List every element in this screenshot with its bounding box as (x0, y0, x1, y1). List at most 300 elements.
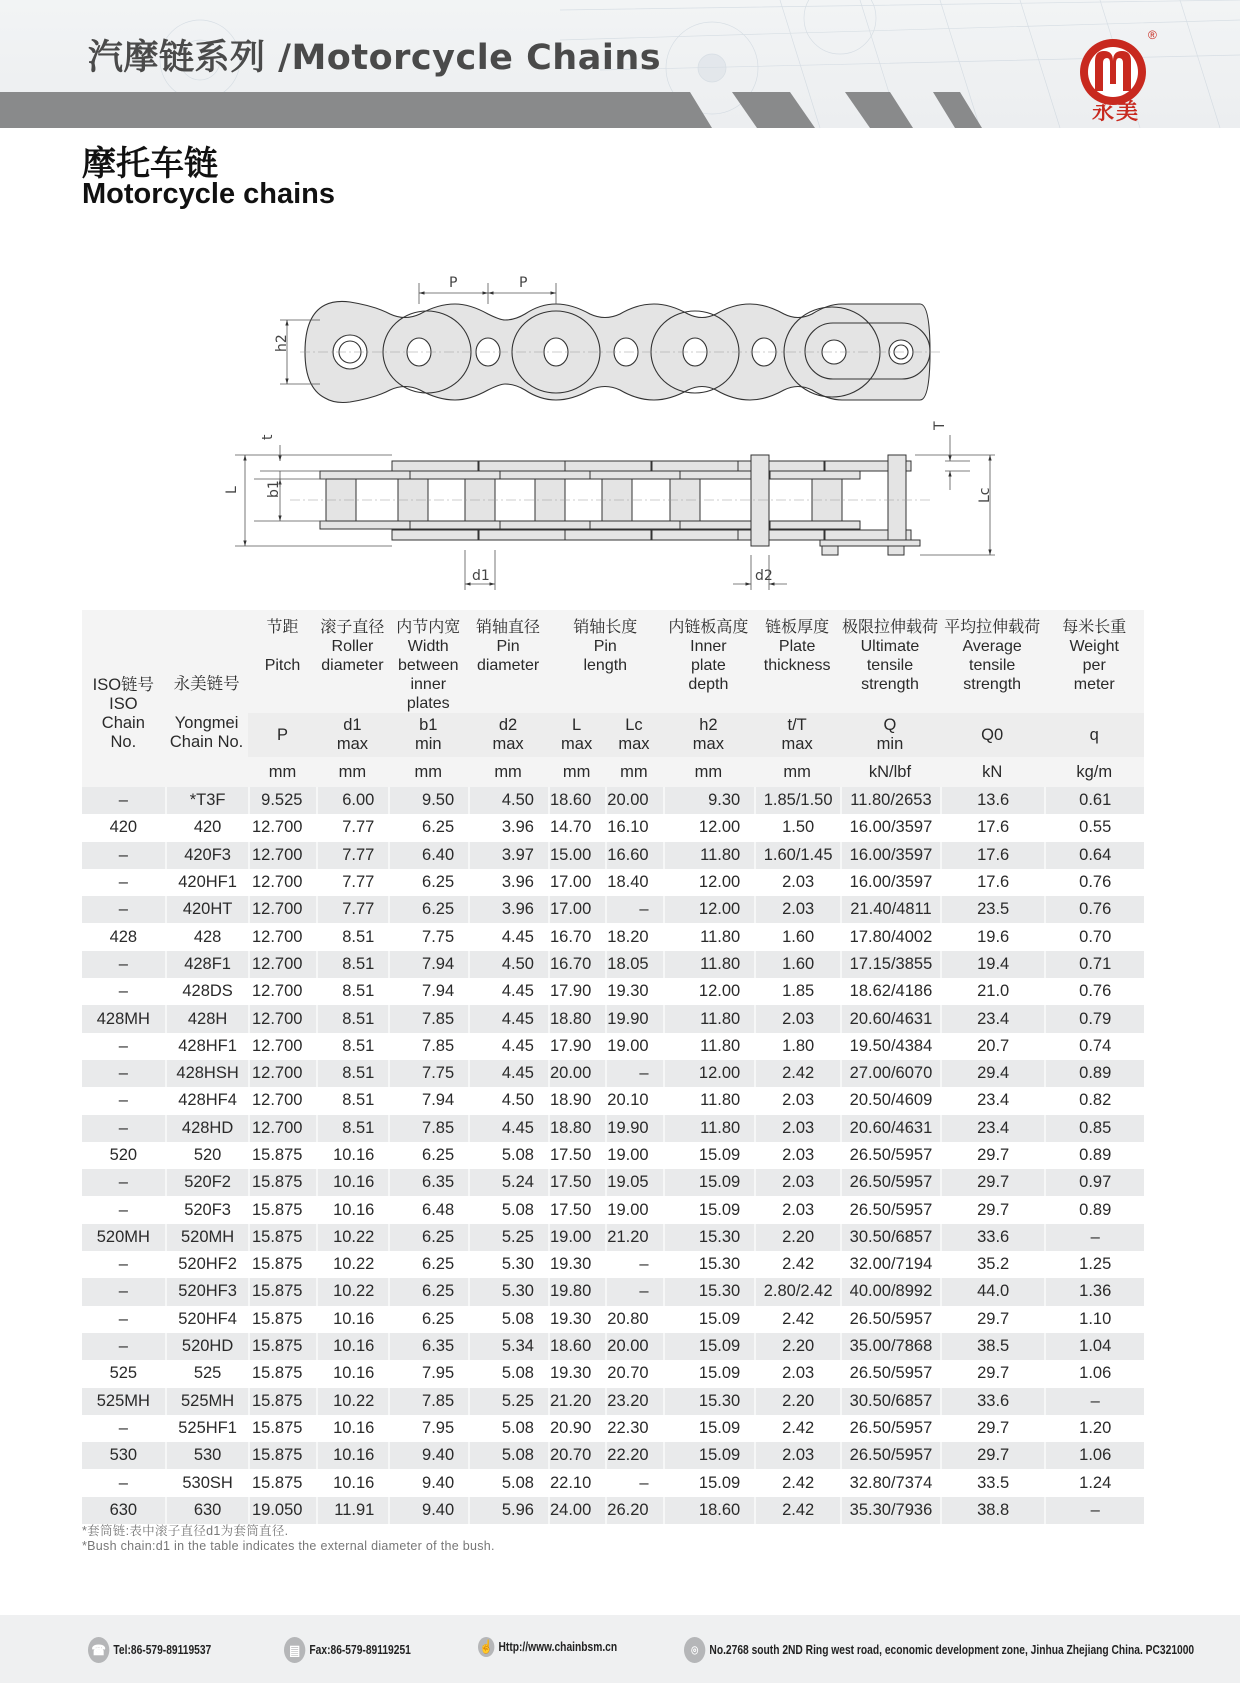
table-cell: 17.6 (940, 842, 1045, 869)
table-cell: 5.30 (468, 1251, 548, 1278)
table-cell: 10.16 (316, 1196, 388, 1223)
table-cell: 420F3 (165, 842, 249, 869)
table-cell: 5.08 (468, 1360, 548, 1387)
table-cell: 19.30 (548, 1360, 605, 1387)
table-cell: 17.90 (548, 978, 605, 1005)
table-cell: 15.09 (663, 1442, 755, 1469)
table-cell: 15.30 (663, 1251, 755, 1278)
table-cell: 17.50 (548, 1142, 605, 1169)
header-average-strength: 平均拉伸载荷 Average tensile strength (944, 619, 1041, 693)
table-cell: 15.875 (248, 1415, 316, 1442)
table-cell: – (1044, 1497, 1144, 1524)
footnote-cn: *套筒链:表中滚子直径d1为套筒直径. (82, 1524, 289, 1538)
table-cell: 1.04 (1044, 1333, 1144, 1360)
table-cell: – (82, 1415, 165, 1442)
table-cell: 6.25 (388, 1142, 468, 1169)
banner-stripe (0, 92, 1240, 128)
table-cell: 1.06 (1044, 1360, 1144, 1387)
table-cell: 12.700 (248, 1060, 316, 1087)
table-cell: 22.30 (605, 1415, 662, 1442)
table-cell: 6.35 (388, 1333, 468, 1360)
table-cell: – (82, 1033, 165, 1060)
table-cell: 7.85 (388, 1388, 468, 1415)
table-cell: – (1044, 1388, 1144, 1415)
table-cell: 26.50/5957 (840, 1360, 940, 1387)
table-cell: 18.20 (605, 923, 662, 950)
unit-Lc: mm (620, 762, 648, 781)
table-cell: 0.70 (1044, 923, 1144, 950)
table-row (82, 1251, 1144, 1278)
label-d2: d2 (755, 568, 773, 584)
table-cell: 11.80 (663, 1115, 755, 1142)
spec-table (82, 610, 1144, 1524)
label-h2: h2 (274, 334, 290, 352)
table-cell: 520HD (165, 1333, 249, 1360)
table-cell: 2.42 (754, 1469, 840, 1496)
table-row (82, 787, 1144, 814)
table-cell: – (82, 1087, 165, 1114)
table-cell: 0.89 (1044, 1196, 1144, 1223)
table-cell: 20.60/4631 (840, 1115, 940, 1142)
table-cell: – (82, 869, 165, 896)
table-cell: 428HF4 (165, 1087, 249, 1114)
table-cell: 10.22 (316, 1388, 388, 1415)
table-cell: 20.60/4631 (840, 1005, 940, 1032)
footer-fax-text: Fax:86-579-89119251 (309, 1643, 411, 1657)
table-cell: 7.77 (316, 842, 388, 869)
table-cell: 4.50 (468, 951, 548, 978)
table-cell: 15.875 (248, 1333, 316, 1360)
table-cell: 0.89 (1044, 1142, 1144, 1169)
table-cell: 2.20 (754, 1388, 840, 1415)
footer-web[interactable] (478, 1637, 617, 1657)
table-cell: 19.4 (940, 951, 1045, 978)
table-cell: 4.45 (468, 923, 548, 950)
unit-d1: mm (338, 762, 367, 781)
table-cell: 4.45 (468, 1060, 548, 1087)
table-row (82, 1333, 1144, 1360)
table-cell: 2.42 (754, 1060, 840, 1087)
table-cell: 420HT (165, 896, 249, 923)
table-cell: 520HF2 (165, 1251, 249, 1278)
table-cell: 9.40 (388, 1497, 468, 1524)
table-cell: 5.96 (468, 1497, 548, 1524)
table-cell: 0.61 (1044, 787, 1144, 814)
table-cell: – (605, 896, 662, 923)
table-cell: 15.875 (248, 1388, 316, 1415)
table-cell: 428 (82, 923, 165, 950)
table-row (82, 1087, 1144, 1114)
table-cell: 15.875 (248, 1442, 316, 1469)
table-cell: 18.05 (605, 951, 662, 978)
table-row (82, 1278, 1144, 1305)
table-cell: 7.85 (388, 1115, 468, 1142)
table-cell: 15.09 (663, 1415, 755, 1442)
table-cell: 2.42 (754, 1497, 840, 1524)
table-cell: 15.09 (663, 1169, 755, 1196)
table-cell: – (82, 1169, 165, 1196)
table-cell: 19.50/4384 (840, 1033, 940, 1060)
table-row (82, 1060, 1144, 1087)
table-cell: 17.00 (548, 869, 605, 896)
table-row (82, 1224, 1144, 1251)
table-cell: 525MH (82, 1388, 165, 1415)
table-cell: 12.00 (663, 869, 755, 896)
table-cell: 520F3 (165, 1196, 249, 1223)
unit-L: mm (562, 762, 591, 781)
table-cell: 7.94 (388, 978, 468, 1005)
table-cell: 6.25 (388, 896, 468, 923)
table-cell: 10.22 (316, 1224, 388, 1251)
unit-Q: kN/lbf (868, 762, 912, 781)
table-cell: – (605, 1469, 662, 1496)
table-cell: 13.6 (940, 787, 1045, 814)
table-cell: 10.16 (316, 1169, 388, 1196)
table-cell: 5.34 (468, 1333, 548, 1360)
table-cell: 19.30 (548, 1306, 605, 1333)
table-cell: 630 (165, 1497, 249, 1524)
footer-fax (284, 1637, 411, 1663)
registered-mark: ® (1148, 28, 1157, 42)
table-cell: 12.700 (248, 1033, 316, 1060)
table-cell: 10.16 (316, 1469, 388, 1496)
table-cell: 30.50/6857 (840, 1224, 940, 1251)
unit-d2: mm (494, 762, 522, 781)
table-cell: 23.5 (940, 896, 1045, 923)
table-cell: 6.25 (388, 869, 468, 896)
table-cell: 9.50 (388, 787, 468, 814)
table-cell: 12.700 (248, 814, 316, 841)
table-cell: – (605, 1060, 662, 1087)
table-cell: 15.875 (248, 1469, 316, 1496)
table-cell: 22.20 (605, 1442, 662, 1469)
table-cell: 428H (165, 1005, 249, 1032)
table-cell: 18.62/4186 (840, 978, 940, 1005)
table-cell: 2.03 (754, 1360, 840, 1387)
table-cell: 23.4 (940, 1087, 1045, 1114)
table-cell: 18.80 (548, 1115, 605, 1142)
table-cell: 19.30 (548, 1251, 605, 1278)
table-cell: – (82, 1251, 165, 1278)
table-cell: 1.50 (754, 814, 840, 841)
table-cell: 8.51 (316, 951, 388, 978)
table-cell: 15.30 (663, 1224, 755, 1251)
table-cell: 11.91 (316, 1497, 388, 1524)
table-cell: 3.96 (468, 869, 548, 896)
header-width: 内节内宽 Width between inner plates (396, 619, 461, 712)
table-cell: – (82, 1333, 165, 1360)
footer-address-text: No.2768 south 2ND Ring west road, economic development zone, Jinhua Zhejiang China. PC321000 (709, 1643, 1195, 1657)
label-b1: b1 (266, 480, 282, 498)
table-cell: 20.70 (605, 1360, 662, 1387)
table-cell: 1.60 (754, 951, 840, 978)
label-pitch-2: P (519, 275, 528, 291)
label-T: T (932, 421, 948, 430)
table-cell: 3.97 (468, 842, 548, 869)
unit-b1: mm (414, 762, 442, 781)
table-row (82, 1360, 1144, 1387)
table-cell: 30.50/6857 (840, 1388, 940, 1415)
table-cell: 9.30 (663, 787, 755, 814)
table-cell: 1.25 (1044, 1251, 1144, 1278)
table-cell: 15.875 (248, 1142, 316, 1169)
table-cell: 8.51 (316, 1087, 388, 1114)
table-cell: 19.90 (605, 1005, 662, 1032)
table-cell: 428 (165, 923, 249, 950)
table-cell: 12.00 (663, 1060, 755, 1087)
sym-tT: t/T max (754, 713, 840, 757)
table-cell: 15.875 (248, 1306, 316, 1333)
table-cell: 7.94 (388, 951, 468, 978)
table-cell: 2.42 (754, 1415, 840, 1442)
table-cell: 15.875 (248, 1196, 316, 1223)
spec-table-body (82, 787, 1144, 1524)
table-cell: 3.96 (468, 896, 548, 923)
table-cell: 35.30/7936 (840, 1497, 940, 1524)
table-cell: 26.50/5957 (840, 1415, 940, 1442)
table-cell: 11.80 (663, 1087, 755, 1114)
footer-web-link[interactable]: Http://www.chainbsm.cn (498, 1640, 618, 1654)
table-cell: 20.10 (605, 1087, 662, 1114)
table-cell: 19.050 (248, 1497, 316, 1524)
table-row (82, 923, 1144, 950)
table-cell: – (1044, 1224, 1144, 1251)
table-cell: 9.525 (248, 787, 316, 814)
table-cell: 428DS (165, 978, 249, 1005)
table-cell: 0.79 (1044, 1005, 1144, 1032)
table-cell: 29.7 (940, 1360, 1045, 1387)
table-cell: 33.6 (940, 1224, 1045, 1251)
table-row (82, 896, 1144, 923)
table-cell: 18.60 (548, 787, 605, 814)
table-row (82, 814, 1144, 841)
phone-icon: ☎ (88, 1637, 109, 1663)
sym-h2: h2 max (663, 713, 755, 757)
table-cell: 12.700 (248, 978, 316, 1005)
table-cell: – (82, 1115, 165, 1142)
table-cell: 44.0 (940, 1278, 1045, 1305)
footer-address (684, 1637, 1194, 1663)
top-view (320, 455, 920, 555)
table-cell: 5.30 (468, 1278, 548, 1305)
table-cell: 15.09 (663, 1360, 755, 1387)
table-cell: 12.700 (248, 1115, 316, 1142)
table-cell: 26.50/5957 (840, 1142, 940, 1169)
table-cell: 12.700 (248, 923, 316, 950)
table-cell: 17.90 (548, 1033, 605, 1060)
table-row (82, 1142, 1144, 1169)
table-cell: 1.85 (754, 978, 840, 1005)
table-cell: 630 (82, 1497, 165, 1524)
sym-Q0: Q0 (940, 713, 1045, 757)
table-cell: 24.00 (548, 1497, 605, 1524)
table-cell: 5.24 (468, 1169, 548, 1196)
unit-Q0: kN (982, 762, 1003, 781)
table-cell: 19.00 (605, 1033, 662, 1060)
header-row-names (82, 610, 1144, 713)
table-cell: 5.25 (468, 1224, 548, 1251)
table-cell: 17.15/3855 (840, 951, 940, 978)
table-cell: 26.50/5957 (840, 1196, 940, 1223)
table-cell: 12.00 (663, 814, 755, 841)
table-cell: 16.70 (548, 923, 605, 950)
table-cell: 11.80 (663, 923, 755, 950)
table-row (82, 1005, 1144, 1032)
table-cell: 26.50/5957 (840, 1306, 940, 1333)
sym-q: q (1044, 713, 1144, 757)
table-cell: 520 (165, 1142, 249, 1169)
table-cell: 20.00 (605, 1333, 662, 1360)
table-cell: 12.700 (248, 842, 316, 869)
table-cell: 5.08 (468, 1196, 548, 1223)
table-cell: 0.85 (1044, 1115, 1144, 1142)
table-cell: 19.90 (605, 1115, 662, 1142)
table-cell: 8.51 (316, 1115, 388, 1142)
table-cell: 15.875 (248, 1169, 316, 1196)
table-cell: 10.22 (316, 1278, 388, 1305)
table-cell: 38.5 (940, 1333, 1045, 1360)
table-cell: 33.5 (940, 1469, 1045, 1496)
table-cell: 2.20 (754, 1333, 840, 1360)
table-cell: 12.700 (248, 1087, 316, 1114)
table-cell: 0.76 (1044, 896, 1144, 923)
table-cell: 19.30 (605, 978, 662, 1005)
table-cell: 6.25 (388, 814, 468, 841)
table-cell: 40.00/8992 (840, 1278, 940, 1305)
table-cell: 26.50/5957 (840, 1442, 940, 1469)
table-cell: 1.20 (1044, 1415, 1144, 1442)
table-cell: 6.25 (388, 1306, 468, 1333)
table-cell: 7.85 (388, 1033, 468, 1060)
table-cell: 520 (82, 1142, 165, 1169)
table-cell: 6.35 (388, 1169, 468, 1196)
table-cell: 26.20 (605, 1497, 662, 1524)
table-cell: *T3F (165, 787, 249, 814)
table-cell: 18.60 (663, 1497, 755, 1524)
table-cell: 420HF1 (165, 869, 249, 896)
table-cell: – (82, 787, 165, 814)
header-weight: 每米长重 Weight per meter (1062, 619, 1127, 693)
table-cell: 29.7 (940, 1196, 1045, 1223)
table-cell: 530SH (165, 1469, 249, 1496)
label-L: L (224, 486, 240, 494)
table-cell: 520MH (165, 1224, 249, 1251)
table-cell: 1.85/1.50 (754, 787, 840, 814)
unit-h2: mm (694, 762, 723, 781)
table-cell: 428MH (82, 1005, 165, 1032)
header-banner (0, 0, 1240, 128)
table-cell: 2.03 (754, 1442, 840, 1469)
table-cell: 0.74 (1044, 1033, 1144, 1060)
table-cell: 15.875 (248, 1224, 316, 1251)
table-cell: 0.76 (1044, 869, 1144, 896)
table-cell: 0.76 (1044, 978, 1144, 1005)
unit-pitch: mm (268, 762, 297, 781)
table-cell: 29.4 (940, 1060, 1045, 1087)
table-cell: 17.00 (548, 896, 605, 923)
table-cell: 1.36 (1044, 1278, 1144, 1305)
table-cell: 7.95 (388, 1360, 468, 1387)
table-cell: 5.08 (468, 1442, 548, 1469)
table-cell: 10.16 (316, 1306, 388, 1333)
table-cell: 7.77 (316, 869, 388, 896)
table-cell: 21.0 (940, 978, 1045, 1005)
table-cell: 5.08 (468, 1142, 548, 1169)
table-cell: 16.00/3597 (840, 842, 940, 869)
table-cell: 17.6 (940, 814, 1045, 841)
sym-d1: d1 max (316, 713, 388, 757)
table-cell: 1.06 (1044, 1442, 1144, 1469)
fax-icon: ▤ (284, 1637, 305, 1663)
table-cell: 1.24 (1044, 1469, 1144, 1496)
table-cell: 2.42 (754, 1306, 840, 1333)
table-cell: 1.60/1.45 (754, 842, 840, 869)
header-pin-length: 销轴长度 Pin length (573, 619, 638, 674)
table-cell: 15.875 (248, 1278, 316, 1305)
header-ultimate-strength: 极限拉伸载荷 Ultimate tensile strength (841, 619, 938, 693)
table-cell: 16.60 (605, 842, 662, 869)
label-t: t (260, 434, 276, 440)
table-cell: 11.80 (663, 1033, 755, 1060)
table-cell: 18.60 (548, 1333, 605, 1360)
table-cell: 6.00 (316, 787, 388, 814)
table-cell: 9.40 (388, 1469, 468, 1496)
sym-pitch: P (248, 713, 316, 757)
table-cell: 11.80 (663, 951, 755, 978)
table-cell: 2.03 (754, 1142, 840, 1169)
table-cell: – (605, 1278, 662, 1305)
table-cell: 6.25 (388, 1278, 468, 1305)
table-cell: 17.6 (940, 869, 1045, 896)
table-cell: 10.16 (316, 1442, 388, 1469)
table-cell: 19.80 (548, 1278, 605, 1305)
table-cell: – (82, 896, 165, 923)
header-roller: 滚子直径 Roller diameter (320, 619, 385, 674)
table-row (82, 1033, 1144, 1060)
table-cell: 35.2 (940, 1251, 1045, 1278)
label-Lc: Lc (977, 487, 993, 503)
table-cell: 17.50 (548, 1196, 605, 1223)
table-cell: 8.51 (316, 923, 388, 950)
table-cell: 7.85 (388, 1005, 468, 1032)
table-row (82, 951, 1144, 978)
table-cell: 15.09 (663, 1333, 755, 1360)
table-cell: 428F1 (165, 951, 249, 978)
table-cell: 525 (82, 1360, 165, 1387)
table-cell: 530 (165, 1442, 249, 1469)
table-cell: 420 (82, 814, 165, 841)
table-cell: 22.10 (548, 1469, 605, 1496)
table-cell: 16.00/3597 (840, 869, 940, 896)
table-cell: 29.7 (940, 1442, 1045, 1469)
table-cell: 14.70 (548, 814, 605, 841)
page-title-cn: 摩托车链 (82, 144, 218, 184)
header-iso: ISO链号 ISO Chain No. (82, 610, 165, 787)
table-cell: 21.40/4811 (840, 896, 940, 923)
table-cell: 19.05 (605, 1169, 662, 1196)
table-cell: 520MH (82, 1224, 165, 1251)
table-cell: 0.89 (1044, 1060, 1144, 1087)
table-cell: 20.7 (940, 1033, 1045, 1060)
table-cell: – (82, 1278, 165, 1305)
table-cell: 2.80/2.42 (754, 1278, 840, 1305)
table-cell: 23.4 (940, 1005, 1045, 1032)
header-plate-depth: 内链板高度 Inner plate depth (668, 619, 749, 693)
table-row (82, 1306, 1144, 1333)
table-cell: 15.875 (248, 1360, 316, 1387)
table-cell: 7.95 (388, 1415, 468, 1442)
table-row (82, 1115, 1144, 1142)
